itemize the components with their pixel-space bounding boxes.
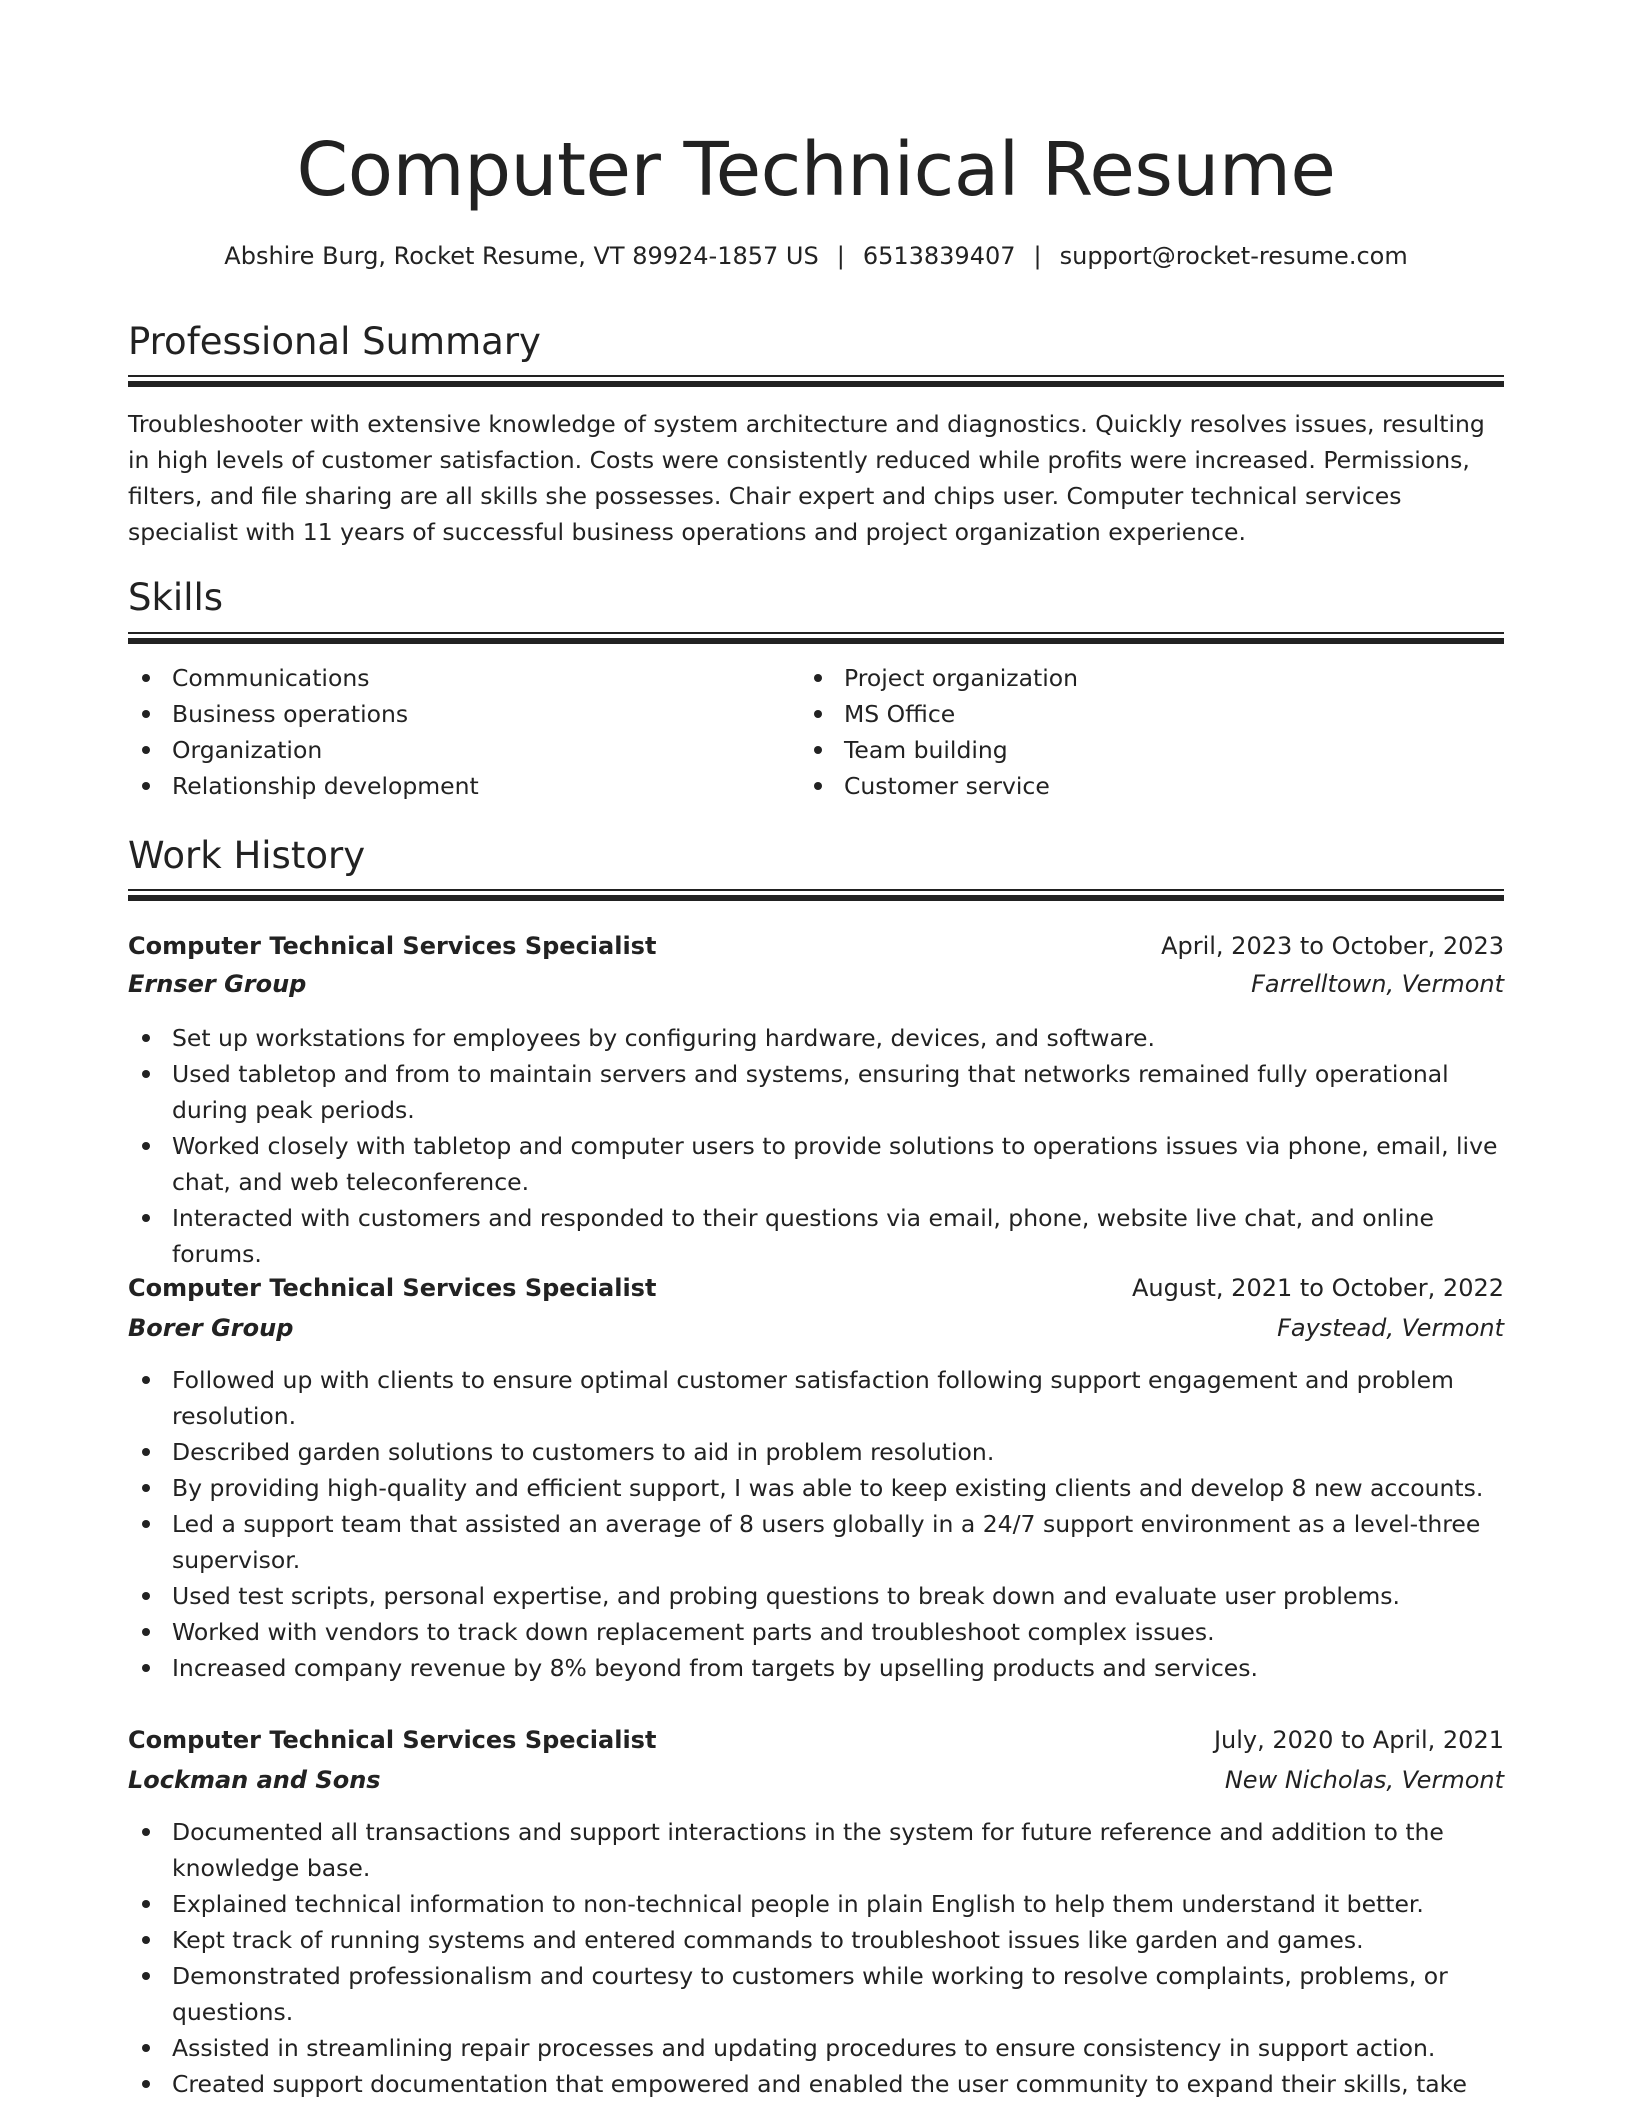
section-rule [128, 381, 1504, 387]
section-rule [128, 632, 1504, 634]
job-bullet: Described garden solutions to customers to aid in problem resolution. [128, 1434, 1504, 1470]
job-title: Computer Technical Services Specialist [128, 1726, 657, 1754]
skill-item: Communications [128, 660, 788, 696]
job-location: Faystead, Vermont [1277, 1314, 1504, 1342]
document-title: Computer Technical Resume [296, 127, 1336, 213]
contact-line [128, 238, 1504, 274]
job-bullet: Kept track of running systems and entered commands to troubleshoot issues like garden and games. [128, 1922, 1504, 1958]
skills-list-left [128, 660, 788, 804]
job-bullet: Documented all transactions and support interactions in the system for future reference and addition to the knowledge base. [128, 1814, 1504, 1886]
section-rule [128, 375, 1504, 377]
job-bullet: Demonstrated professionalism and courtesy to customers while working to resolve complaints, problems, or questions. [128, 1958, 1504, 2030]
skill-item: Team building [800, 732, 1460, 768]
job-location: New Nicholas, Vermont [1224, 1766, 1504, 1794]
job-bullets [128, 1020, 1504, 1272]
skill-item: Relationship development [128, 768, 788, 804]
section-rule [128, 895, 1504, 901]
section-rule [128, 638, 1504, 644]
resume-page [128, 0, 1504, 2112]
job-bullet: Worked closely with tabletop and computer users to provide solutions to operations issues via phone, email, live chat, and web teleconference. [128, 1128, 1504, 1200]
job-title: Computer Technical Services Specialist [128, 1274, 657, 1302]
job-bullet: Explained technical information to non-technical people in plain English to help them understand it better. [128, 1886, 1504, 1922]
job-bullet: Set up workstations for employees by configuring hardware, devices, and software. [128, 1020, 1504, 1056]
job-company: Borer Group [128, 1314, 294, 1342]
job-dates: April, 2023 to October, 2023 [1161, 932, 1504, 960]
job-bullet: Worked with vendors to track down replacement parts and troubleshoot complex issues. [128, 1614, 1504, 1650]
job-bullets [128, 1814, 1504, 2102]
skill-item: Project organization [800, 660, 1460, 696]
job-bullet: By providing high-quality and efficient support, I was able to keep existing clients and develop 8 new accounts. [128, 1470, 1504, 1506]
section-heading-skills: Skills [128, 576, 224, 619]
contact-separator: | [1033, 242, 1042, 270]
job-bullet: Used test scripts, personal expertise, and probing questions to break down and evaluate user problems. [128, 1578, 1504, 1614]
job-bullets [128, 1362, 1504, 1686]
skill-item: MS Office [800, 696, 1460, 732]
job-bullet: Assisted in streamlining repair processes and updating procedures to ensure consistency in support action. [128, 2030, 1504, 2066]
skill-item: Customer service [800, 768, 1460, 804]
section-rule [128, 889, 1504, 891]
contact-separator: | [836, 242, 845, 270]
job-bullet: Increased company revenue by 8% beyond from targets by upselling products and services. [128, 1650, 1504, 1686]
summary-text: Troubleshooter with extensive knowledge of system architecture and diagnostics. Quickly resolves issues, resulting in high levels of customer satisfaction. Costs were consistently reduced while profits were increased. Permissions, filters, and file sharing are all skills she possesses. Chair expert and chips user. Computer technical services specialist with 11 years of successful business operations and project organization experience. [128, 410, 1485, 546]
job-bullet: Interacted with customers and responded to their questions via email, phone, website live chat, and online forums. [128, 1200, 1504, 1272]
job-company: Lockman and Sons [128, 1766, 381, 1794]
contact-email[interactable]: support@rocket-resume.com [1059, 242, 1408, 270]
contact-address: Abshire Burg, Rocket Resume, VT 89924-1857 US [224, 242, 819, 270]
section-heading-work: Work History [128, 834, 366, 877]
job-company: Ernser Group [128, 970, 307, 998]
skills-list-right [800, 660, 1460, 804]
skill-item: Organization [128, 732, 788, 768]
job-location: Farrelltown, Vermont [1251, 970, 1504, 998]
job-bullet: Led a support team that assisted an average of 8 users globally in a 24/7 support environment as a level-three supervisor. [128, 1506, 1504, 1578]
contact-phone: 6513839407 [862, 242, 1016, 270]
job-dates: July, 2020 to April, 2021 [1213, 1726, 1504, 1754]
job-bullet: Created support documentation that empowered and enabled the user community to expand their skills, take [128, 2066, 1504, 2102]
job-dates: August, 2021 to October, 2022 [1131, 1274, 1504, 1302]
job-bullet: Followed up with clients to ensure optimal customer satisfaction following support engagement and problem resolution. [128, 1362, 1504, 1434]
skill-item: Business operations [128, 696, 788, 732]
job-title: Computer Technical Services Specialist [128, 932, 657, 960]
job-bullet: Used tabletop and from to maintain servers and systems, ensuring that networks remained fully operational during peak periods. [128, 1056, 1504, 1128]
section-heading-summary: Professional Summary [128, 320, 541, 363]
